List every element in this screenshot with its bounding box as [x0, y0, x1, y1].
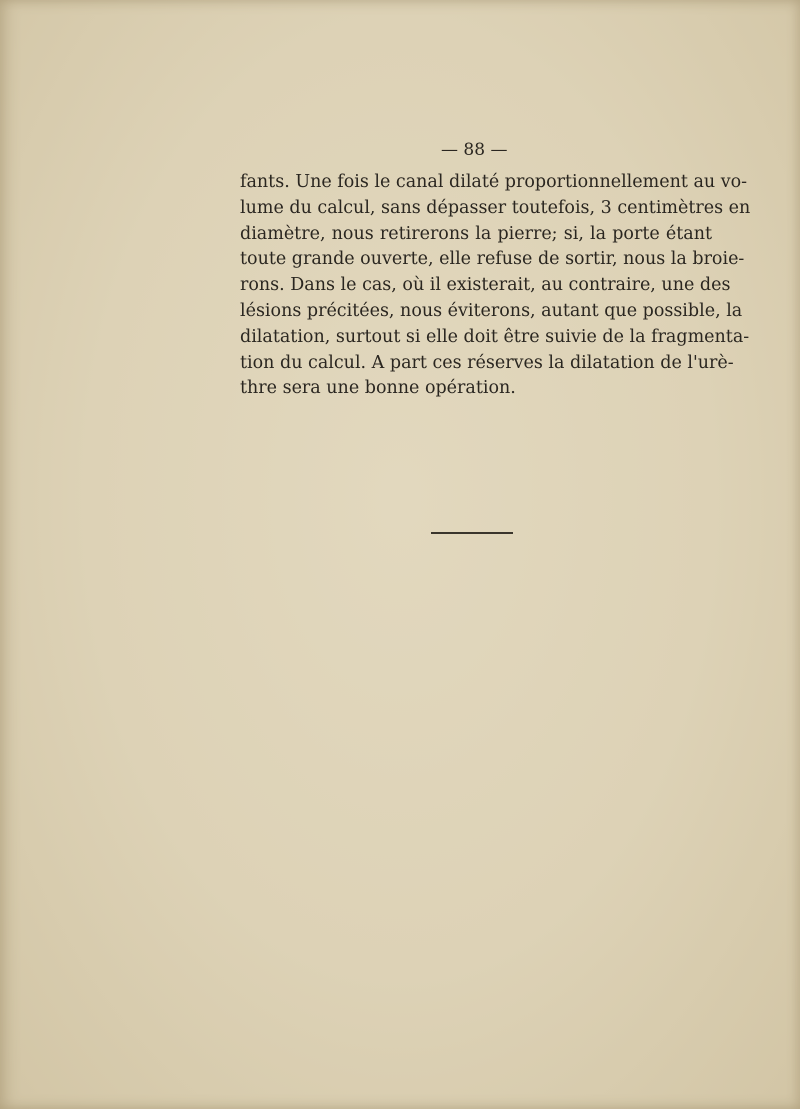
- section-divider: [431, 532, 513, 534]
- body-paragraph: [240, 170, 751, 402]
- text-line: diamètre, nous retirerons la pierre; si, la porte étant: [240, 223, 712, 244]
- text-line: dilatation, surtout si elle doit être suivie de la fragmenta-: [240, 326, 750, 347]
- text-line: lume du calcul, sans dépasser toutefois, 3 centimètres en: [240, 197, 751, 218]
- text-line: lésions précitées, nous éviterons, autant que possible, la: [240, 300, 743, 321]
- text-line: fants. Une fois le canal dilaté proportionnellement au vo-: [240, 172, 748, 192]
- text-line: toute grande ouverte, elle refuse de sortir, nous la broie-: [240, 249, 745, 270]
- text-line: thre sera une bonne opération.: [240, 378, 516, 399]
- text-line: tion du calcul. A part ces réserves la dilatation de l'urè-: [240, 352, 734, 373]
- text-line: rons. Dans le cas, où il existerait, au contraire, une des: [240, 275, 731, 296]
- page-number: — 88 —: [441, 140, 508, 160]
